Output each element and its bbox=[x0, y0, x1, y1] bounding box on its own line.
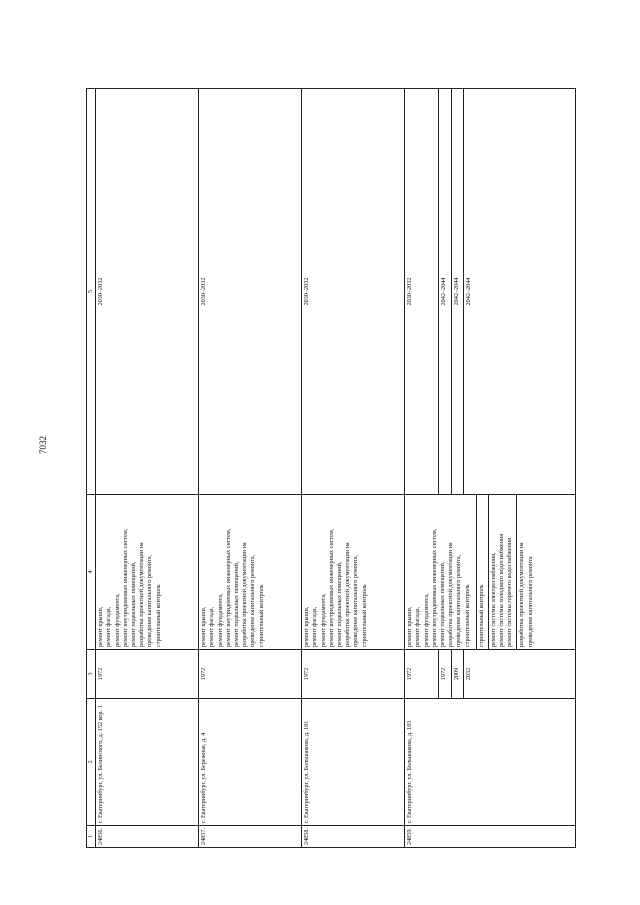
row-period bbox=[405, 89, 576, 495]
row-year bbox=[302, 649, 405, 698]
header-col-4: 4 bbox=[87, 494, 96, 649]
sub-period-value: 2042–2044 bbox=[452, 277, 460, 306]
rotated-table-container bbox=[86, 88, 578, 848]
work-item: ремонт фундамента, bbox=[319, 593, 327, 647]
row-period bbox=[199, 89, 302, 495]
header-col-1: 1 bbox=[87, 825, 96, 847]
row-year bbox=[96, 649, 199, 698]
work-item: разработка проектной документации на bbox=[241, 542, 249, 647]
sub-period bbox=[451, 89, 461, 494]
work-item: ремонт фасада, bbox=[208, 606, 216, 647]
sub-period bbox=[438, 89, 448, 494]
sub-work-item: ремонт системы холодного водоснабжения bbox=[498, 533, 506, 647]
work-item: проведение капитального ремонта, bbox=[352, 554, 360, 647]
sub-year bbox=[438, 650, 448, 698]
sub-work-item: строительный контроль bbox=[477, 584, 485, 647]
work-item: ремонт подвальных помещений, bbox=[232, 561, 240, 647]
work-item: ремонт крыши, bbox=[97, 606, 105, 647]
work-item: ремонт крыши, bbox=[303, 606, 311, 647]
year-value: 1972 bbox=[303, 667, 311, 681]
work-item: строительный контроль bbox=[463, 584, 471, 647]
row-works bbox=[96, 494, 199, 649]
year-value: 1972 bbox=[200, 667, 208, 681]
sub-year-value: 2032 bbox=[464, 667, 472, 681]
row-works bbox=[405, 494, 576, 649]
row-address: г. Екатеринбург, ул. Большакова, д. 103 bbox=[405, 698, 576, 825]
table-row bbox=[96, 89, 199, 848]
work-item: ремонт фасада, bbox=[105, 606, 113, 647]
row-address: г. Екатеринбург, ул. Большакова, д. 101 bbox=[302, 698, 405, 825]
work-item: строительный контроль bbox=[257, 584, 265, 647]
row-number: 24858. bbox=[302, 825, 405, 847]
sub-works bbox=[476, 495, 486, 649]
header-col-5: 5 bbox=[87, 89, 96, 495]
sub-work-item: ремонт системы горячего водоснабжения bbox=[506, 538, 514, 647]
sub-period bbox=[463, 89, 473, 494]
work-item: строительный контроль bbox=[154, 584, 162, 647]
work-item: разработка проектной документации на bbox=[447, 542, 455, 647]
work-item: ремонт внутридомовых инженерных систем, bbox=[224, 528, 232, 647]
sub-year bbox=[451, 650, 461, 698]
work-item: ремонт фасада, bbox=[311, 606, 319, 647]
row-address: г. Екатеринбург, ул. Бережная, д. 4 bbox=[199, 698, 302, 825]
row-works bbox=[302, 494, 405, 649]
row-number: 24856. bbox=[96, 825, 199, 847]
work-item: ремонт внутридомовых инженерных систем, bbox=[327, 528, 335, 647]
sub-work-item: разработка проектной документации на bbox=[518, 542, 526, 647]
work-item: проведение капитального ремонта, bbox=[249, 554, 257, 647]
row-number: 24857. bbox=[199, 825, 302, 847]
sub-work-item: ремонт системы электроснабжения, bbox=[489, 552, 497, 647]
work-item: ремонт фундамента, bbox=[216, 593, 224, 647]
capital-repair-table bbox=[86, 88, 576, 848]
row-period bbox=[96, 89, 199, 495]
table-row bbox=[302, 89, 405, 848]
work-item: разработка проектной документации на bbox=[344, 542, 352, 647]
sub-year-value: 1972 bbox=[440, 667, 448, 681]
table-row bbox=[405, 89, 576, 848]
period-value: 2030–2032 bbox=[303, 277, 311, 306]
header-col-3: 3 bbox=[87, 649, 96, 698]
sub-period-value: 2042–2044 bbox=[440, 277, 448, 306]
period-value: 2030–2032 bbox=[97, 277, 105, 306]
table-header-row bbox=[87, 89, 96, 848]
work-item: ремонт фасада, bbox=[414, 606, 422, 647]
table-body bbox=[96, 89, 576, 848]
row-number: 24859. bbox=[405, 825, 576, 847]
sub-works bbox=[516, 495, 534, 649]
sub-works bbox=[488, 495, 515, 649]
work-item: проведение капитального ремонта, bbox=[455, 554, 463, 647]
sub-work-item: проведение капитального ремонта bbox=[526, 556, 534, 647]
work-item: ремонт внутридомовых инженерных систем, bbox=[430, 528, 438, 647]
work-item: ремонт крыши, bbox=[406, 606, 414, 647]
row-year bbox=[199, 649, 302, 698]
year-value: 1972 bbox=[406, 667, 414, 681]
row-period bbox=[302, 89, 405, 495]
work-item: разработка проектной документации на bbox=[138, 542, 146, 647]
row-year bbox=[405, 649, 576, 698]
work-item: ремонт подвальных помещений, bbox=[335, 561, 343, 647]
sub-year-value: 2009 bbox=[452, 667, 460, 681]
work-item: ремонт внутридомовых инженерных систем, bbox=[121, 528, 129, 647]
row-works bbox=[199, 494, 302, 649]
work-item: ремонт подвальных помещений, bbox=[129, 561, 137, 647]
work-item: ремонт фундамента, bbox=[113, 593, 121, 647]
period-value: 2030–2032 bbox=[200, 277, 208, 306]
year-value: 1972 bbox=[97, 667, 105, 681]
work-item: ремонт фундамента, bbox=[422, 593, 430, 647]
period-value: 2030–2032 bbox=[406, 277, 414, 306]
work-item: ремонт подвальных помещений, bbox=[438, 561, 446, 647]
header-col-2: 2 bbox=[87, 698, 96, 825]
work-item: строительный контроль bbox=[360, 584, 368, 647]
row-address: г. Екатеринбург, ул. Белинского, д. 152 кор. 1 bbox=[96, 698, 199, 825]
page-number: 7032 bbox=[38, 436, 48, 454]
table-row bbox=[199, 89, 302, 848]
work-item: ремонт крыши, bbox=[200, 606, 208, 647]
work-item: проведение капитального ремонта, bbox=[146, 554, 154, 647]
sub-year bbox=[463, 650, 473, 698]
sub-period-value: 2042–2044 bbox=[464, 277, 472, 306]
